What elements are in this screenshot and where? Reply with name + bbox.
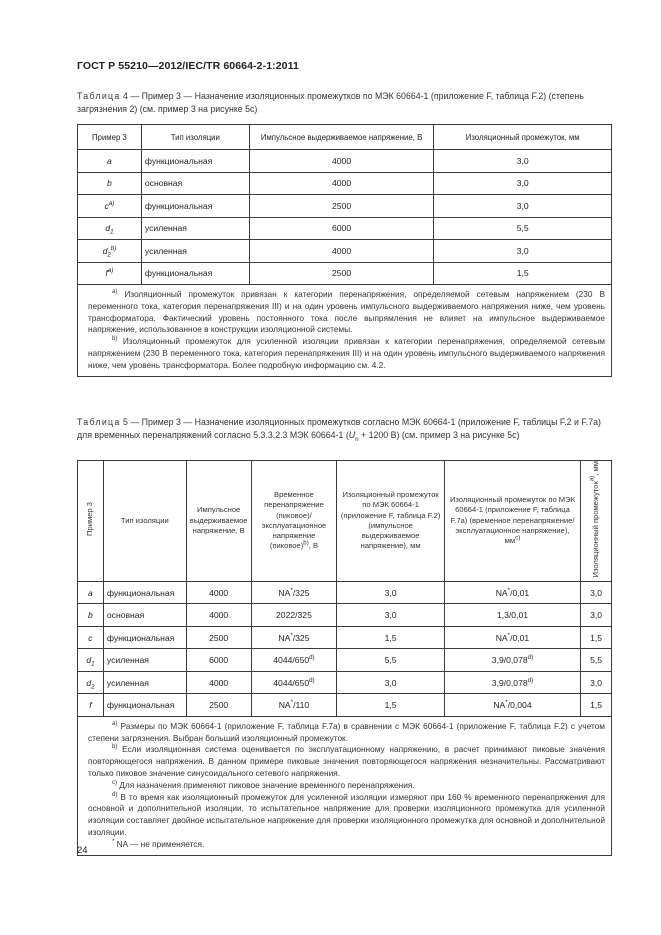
table5-clearance-f7a-cell: 3,9/0,078$^{d)}$ <box>444 671 580 694</box>
table5-clearance-f2-cell: 3,0 <box>337 581 445 604</box>
table5-row <box>78 694 612 717</box>
table4-gap-cell: 3,0 <box>434 240 612 263</box>
table5-footnotes <box>78 716 612 855</box>
table4-gap-cell: 3,0 <box>434 195 612 218</box>
table5-impulse-cell: 4000 <box>186 671 251 694</box>
table5-overvoltage-cell: NA*/325 <box>251 581 337 604</box>
table4-gap-cell: 1,5 <box>434 262 612 285</box>
table5-result-cell: 3,0 <box>581 581 612 604</box>
table4-type-cell: функциональная <box>141 150 249 173</box>
table5-col-clearance-f7a: Изоляционный промежуток по МЭК 60664-1 (приложение F, таблица F.7a) (временное перенапряжение/ эксплуатационное напряжение), $мм^{c)}$ <box>444 461 580 582</box>
table4-caption-label: Таблица <box>77 91 121 101</box>
table5-overvoltage-cell: 2022/325 <box>251 604 337 627</box>
table5-row <box>78 649 612 672</box>
table5-result-cell: 5,5 <box>581 649 612 672</box>
table4-col-gap: Изоляционный промежуток, мм <box>434 125 612 150</box>
table4-col-type: Тип изоляции <box>141 125 249 150</box>
table4-type-cell: функциональная <box>141 195 249 218</box>
table5-example-cell: c <box>78 626 104 649</box>
document-header: ГОСТ Р 55210—2012/IEC/TR 60664-2-1:2011 <box>77 60 299 72</box>
table5-type-cell: функциональная <box>103 694 186 717</box>
table4-caption-text: 4 — Пример 3 — Назначение изоляционных промежутков по МЭК 60664-1 (приложение F, таблица F.2) (степень загрязнения 2) (см. пример 3 на рисунке 5с) <box>77 91 584 114</box>
table5-example-cell: a <box>78 581 104 604</box>
table5-impulse-cell: 2500 <box>186 694 251 717</box>
table5-result-cell: 1,5 <box>581 626 612 649</box>
table5-result-cell: 1,5 <box>581 694 612 717</box>
table5-col-example: Пример 3 <box>78 461 104 582</box>
table4-gap-cell: 5,5 <box>434 217 612 240</box>
table4-type-cell: усиленная <box>141 240 249 263</box>
table5-col-impulse: Импульсное выдерживаемое напряжение, В <box>186 461 251 582</box>
table5-impulse-cell: 4000 <box>186 604 251 627</box>
table5-overvoltage-cell: 4044/650$^{d)}$ <box>251 649 337 672</box>
footnote-mark: b) <box>110 244 117 252</box>
table4-header-row <box>78 125 612 150</box>
footnote-mark: a) <box>108 199 115 207</box>
footnote: $^{a)}$ Изоляционный промежуток привязан к категории перенапряжения, определяемой сетевым напряжением (230 В переменного тока, категория перенапряжения III) и на один уровень импульсного выдерживаемого напряжения ниже, чем уровень трансформатора. Фактический уровень постоянного тока после выпрямления не влияет на импульсное выдерживаемое напряжение, использованное в конструкции изоляционной системы. <box>88 289 605 335</box>
table4-example-cell: a <box>78 150 142 173</box>
table4-type-cell: усиленная <box>141 217 249 240</box>
table5-clearance-f2-cell: 1,5 <box>337 694 445 717</box>
table5-result-cell: 3,0 <box>581 604 612 627</box>
footnote: * NA — не применяется. <box>112 838 205 849</box>
table5-impulse-cell: 2500 <box>186 626 251 649</box>
table5-col-result: Изоляционный промежуток$^{a)}$, мм <box>581 461 612 582</box>
table5-result-cell: 3,0 <box>581 671 612 694</box>
footnote-mark: a) <box>107 267 114 275</box>
table4-col-voltage: Импульсное выдерживаемое напряжение, В <box>249 125 434 150</box>
table4-row <box>78 172 612 195</box>
table5-type-cell: усиленная <box>103 671 186 694</box>
table4-col-example: Пример 3 <box>78 125 142 150</box>
table5-clearance-f2-cell: 3,0 <box>337 604 445 627</box>
table5-overvoltage-cell: 4044/650$^{d)}$ <box>251 671 337 694</box>
table4-example-cell: $c^{a)}$ <box>78 195 142 218</box>
footnote: $^{b)}$ Изоляционный промежуток для усиленной изоляции привязан к категории перенапряжения, определяемой сетевым напряжением (230 В переменного тока, категория перенапряжения III) и на один уровень импульсного выдерживаемого напряжения ниже, чем уровень трансформатора. Более подробную информацию см. 4.2. <box>88 336 605 370</box>
table5-col-overvoltage: Временное перенапряжение (пиковое)/эксплуатационное напряжение (пиковое)$^{b)}$, В <box>251 461 337 582</box>
table5-caption: Таблица 5 — Пример 3 — Назначение изоляционных промежутков согласно МЭК 60664-1 (приложение F, таблицы F.2 и F.7a) для временных перенапряжений согласно 5.3.3.2.3 МЭК 60664-1 ($U_n + 1200$ В) (см. пример 3 на рисунке 5с) <box>77 417 601 443</box>
table5-caption-label: Таблица <box>77 417 121 427</box>
footnote: $^{b)}$ Если изоляционная система оценивается по эксплуатационному напряжению, в расчет принимают пиковые значения повторяющегося напряжения. В данном примере пиковые значения повторяющегося напряжения незначительны. Рассматривают только пиковое значение синусоидального сетевого напряжения. <box>88 744 605 778</box>
table5-clearance-f7a-cell: 1,3/0,01 <box>444 604 580 627</box>
table5-impulse-cell: 6000 <box>186 649 251 672</box>
table5-impulse-cell: 4000 <box>186 581 251 604</box>
table5-header-row <box>78 461 612 582</box>
table4-row <box>78 217 612 240</box>
table5-example-cell: b <box>78 604 104 627</box>
footnote: $^{a)}$ Размеры по МЭК 60664-1 (приложение F, таблица F.7a) в сравнении с МЭК 60664-1 (приложение F, таблица F.2) с учетом степени загрязнения. Выбран больший изоляционный промежуток. <box>88 720 605 743</box>
footnote: $^{d)}$ В то время как изоляционный промежуток для усиленной изоляции измеряют при 160 % временного перенапряжения для основной и дополнительной изоляции, то испытательное напряжение для проверки изоляционного промежутка для усиленной изоляции составляет двойное испытательное напряжение для проверки изоляционного промежутка для основной и дополнительной изоляции. <box>88 791 605 837</box>
table4-type-cell: функциональная <box>141 262 249 285</box>
table5-clearance-f2-cell: 3,0 <box>337 671 445 694</box>
table4-voltage-cell: 4000 <box>249 150 434 173</box>
table4-example-cell: b <box>78 172 142 195</box>
table4-example-cell: $d_1$ <box>78 217 142 240</box>
table5-clearance-f2-cell: 1,5 <box>337 626 445 649</box>
table5-type-cell: функциональная <box>103 626 186 649</box>
footnote: $^{c)}$ Для назначения применяют пиковое значение временного перенапряжения. <box>112 779 415 790</box>
table4-caption <box>77 90 613 115</box>
table4 <box>77 124 612 377</box>
table4-example-cell: $f^{a)}$ <box>78 262 142 285</box>
table5-overvoltage-cell: NA*/110 <box>251 694 337 717</box>
table5-clearance-f7a-cell: 3,9/0,078$^{d)}$ <box>444 649 580 672</box>
table5-col-clearance-f2: Изоляционный промежуток по МЭК 60664-1 (приложение F, таблица F.2) (импульсное выдерживаемое напряжение), мм <box>337 461 445 582</box>
table5-row <box>78 626 612 649</box>
table5-type-cell: основная <box>103 604 186 627</box>
table4-row <box>78 240 612 263</box>
table4-type-cell: основная <box>141 172 249 195</box>
table4-voltage-cell: 2500 <box>249 262 434 285</box>
table5-row <box>78 581 612 604</box>
table5-clearance-f7a-cell: NA*/0,01 <box>444 626 580 649</box>
table5-row <box>78 671 612 694</box>
table4-footnotes-row <box>78 285 612 377</box>
table4-voltage-cell: 4000 <box>249 240 434 263</box>
table4-gap-cell: 3,0 <box>434 172 612 195</box>
table4-gap-cell: 3,0 <box>434 150 612 173</box>
table4-row <box>78 262 612 285</box>
table5-clearance-f7a-cell: NA*/0,01 <box>444 581 580 604</box>
table5-example-cell: $d_1$ <box>78 649 104 672</box>
table5-clearance-f7a-cell: NA*/0,004 <box>444 694 580 717</box>
table5-row <box>78 604 612 627</box>
table4-voltage-cell: 2500 <box>249 195 434 218</box>
table4-row <box>78 150 612 173</box>
table4-footnotes <box>78 285 612 377</box>
table5-type-cell: функциональная <box>103 581 186 604</box>
table5-example-cell: $d_2$ <box>78 671 104 694</box>
table5-clearance-f2-cell: 5,5 <box>337 649 445 672</box>
table5-type-cell: усиленная <box>103 649 186 672</box>
table5 <box>77 460 612 856</box>
table5-overvoltage-cell: NA*/325 <box>251 626 337 649</box>
table5-example-cell: f <box>78 694 104 717</box>
table4-example-cell: $d_2^{b)}$ <box>78 240 142 263</box>
table4-voltage-cell: 4000 <box>249 172 434 195</box>
table4-row <box>78 195 612 218</box>
table5-footnotes-row <box>78 716 612 855</box>
table5-col-type: Тип изоляции <box>103 461 186 582</box>
table4-voltage-cell: 6000 <box>249 217 434 240</box>
page-number: 24 <box>77 845 88 856</box>
